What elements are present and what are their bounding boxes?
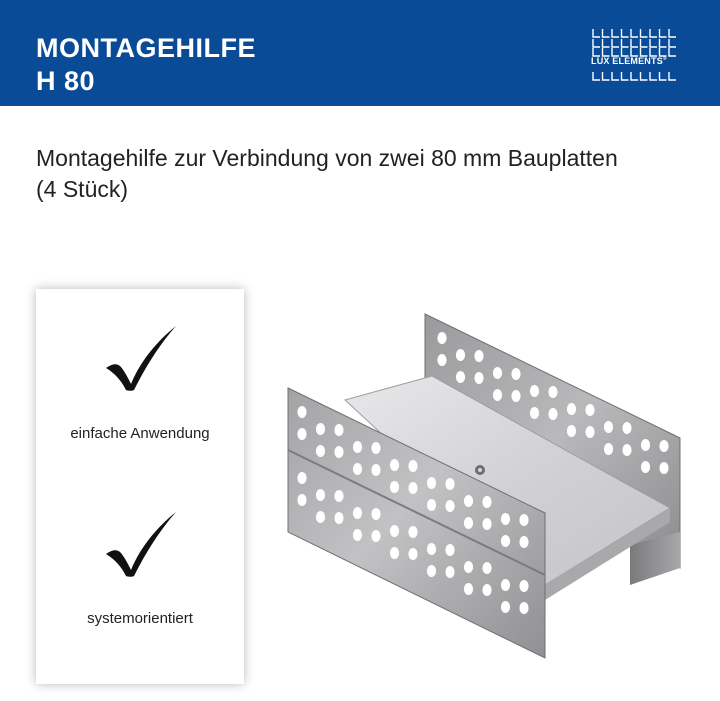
perforation-hole (445, 566, 454, 578)
perforation-hole (297, 494, 306, 506)
perforation-hole (427, 543, 436, 555)
perforation-hole (427, 499, 436, 511)
perforation-hole (641, 461, 650, 473)
perforation-hole (316, 511, 325, 523)
logo-tick (593, 48, 600, 56)
logo-tick (593, 72, 600, 80)
perforation-hole (334, 446, 343, 458)
logo-tick (631, 48, 638, 56)
header-banner (0, 0, 720, 106)
checkmark-icon (104, 510, 178, 578)
perforation-hole (316, 445, 325, 457)
perforation-hole (371, 442, 380, 454)
logo-tick (603, 29, 610, 37)
logo-tick (641, 29, 648, 37)
logo-tick (660, 72, 667, 80)
perforation-hole (353, 441, 362, 453)
logo-tick (612, 39, 619, 47)
perforation-hole (493, 367, 502, 379)
feature-card (36, 289, 244, 684)
perforation-hole (519, 580, 528, 592)
logo-tick (669, 72, 676, 80)
logo-tick (660, 39, 667, 47)
logo-tick (622, 72, 629, 80)
perforation-hole (390, 481, 399, 493)
logo-tick (612, 72, 619, 80)
perforation-hole (437, 354, 446, 366)
perforation-hole (445, 478, 454, 490)
perforation-hole (501, 535, 510, 547)
perforation-hole (334, 424, 343, 436)
logo-tick (650, 48, 657, 56)
perforation-hole (390, 525, 399, 537)
logo-tick (641, 48, 648, 56)
perforation-hole (353, 529, 362, 541)
logo-tick (650, 39, 657, 47)
perforation-hole (501, 579, 510, 591)
product-bracket-image (280, 300, 700, 680)
perforation-hole (511, 368, 520, 380)
logo-text: LUX ELEMENTS® (591, 56, 667, 66)
perforation-hole (474, 350, 483, 362)
perforation-hole (604, 421, 613, 433)
perforation-hole (408, 482, 417, 494)
perforation-hole (334, 490, 343, 502)
perforation-hole (519, 514, 528, 526)
perforation-hole (501, 513, 510, 525)
perforation-hole (501, 601, 510, 613)
logo-tick (603, 39, 610, 47)
perforation-hole (297, 472, 306, 484)
perforation-hole (464, 561, 473, 573)
perforation-hole (427, 565, 436, 577)
perforation-hole (297, 406, 306, 418)
logo-tick (650, 29, 657, 37)
perforation-hole (641, 439, 650, 451)
perforation-hole (408, 526, 417, 538)
perforation-hole (456, 371, 465, 383)
checkmark-icon (104, 324, 178, 392)
perforation-hole (622, 422, 631, 434)
logo-tick (669, 48, 676, 56)
perforation-hole (390, 459, 399, 471)
perforation-hole (297, 428, 306, 440)
logo-tick (593, 29, 600, 37)
perforation-hole (659, 462, 668, 474)
perforation-hole (511, 390, 520, 402)
perforation-hole (371, 464, 380, 476)
logo-tick (622, 48, 629, 56)
perforation-hole (548, 408, 557, 420)
logo-tick (622, 29, 629, 37)
perforation-hole (445, 544, 454, 556)
perforation-hole (474, 372, 483, 384)
perforation-hole (482, 518, 491, 530)
logo-tick (641, 72, 648, 80)
logo-tick (612, 48, 619, 56)
logo-tick (631, 29, 638, 37)
perforation-hole (353, 463, 362, 475)
perforation-hole (604, 443, 613, 455)
perforation-hole (530, 407, 539, 419)
logo-tick (660, 48, 667, 56)
perforation-hole (482, 562, 491, 574)
perforation-hole (530, 385, 539, 397)
logo-tick (641, 39, 648, 47)
logo-tick (631, 72, 638, 80)
perforation-hole (427, 477, 436, 489)
perforation-hole (353, 507, 362, 519)
logo-tick (612, 29, 619, 37)
perforation-hole (464, 583, 473, 595)
perforation-hole (334, 512, 343, 524)
perforation-hole (567, 403, 576, 415)
perforation-hole (622, 444, 631, 456)
logo-tick (669, 29, 676, 37)
perforation-hole (464, 517, 473, 529)
logo-tick (631, 39, 638, 47)
perforation-hole (456, 349, 465, 361)
perforation-hole (390, 547, 399, 559)
perforation-hole (316, 489, 325, 501)
perforation-hole (519, 602, 528, 614)
product-description (36, 143, 686, 205)
perforation-hole (408, 460, 417, 472)
perforation-hole (482, 584, 491, 596)
perforation-hole (437, 332, 446, 344)
logo-tick (593, 39, 600, 47)
logo-tick (603, 72, 610, 80)
perforation-hole (316, 423, 325, 435)
perforation-hole (567, 425, 576, 437)
logo-tick (622, 39, 629, 47)
feature-label-easy-use: einfache Anwendung (70, 425, 210, 442)
perforation-hole (482, 496, 491, 508)
description-line-2: (4 Stück) (36, 176, 129, 202)
description-line-1: Montagehilfe zur Verbindung von zwei 80 mm Bauplatten (36, 145, 618, 171)
perforation-hole (408, 548, 417, 560)
perforation-hole (659, 440, 668, 452)
perforation-hole (585, 404, 594, 416)
perforation-hole (371, 508, 380, 520)
perforation-hole (371, 530, 380, 542)
perforation-hole (548, 386, 557, 398)
perforation-hole (445, 500, 454, 512)
perforation-hole (493, 389, 502, 401)
perforation-hole (464, 495, 473, 507)
lux-elements-logo (591, 26, 687, 86)
logo-tick (603, 48, 610, 56)
logo-tick (660, 29, 667, 37)
perforation-hole (585, 426, 594, 438)
feature-label-system: systemorientiert (87, 610, 193, 627)
perforation-hole (519, 536, 528, 548)
logo-tick (650, 72, 657, 80)
logo-tick (669, 39, 676, 47)
title-line-2: H 80 (36, 66, 96, 96)
title-line-1: MONTAGEHILFE (36, 33, 256, 63)
